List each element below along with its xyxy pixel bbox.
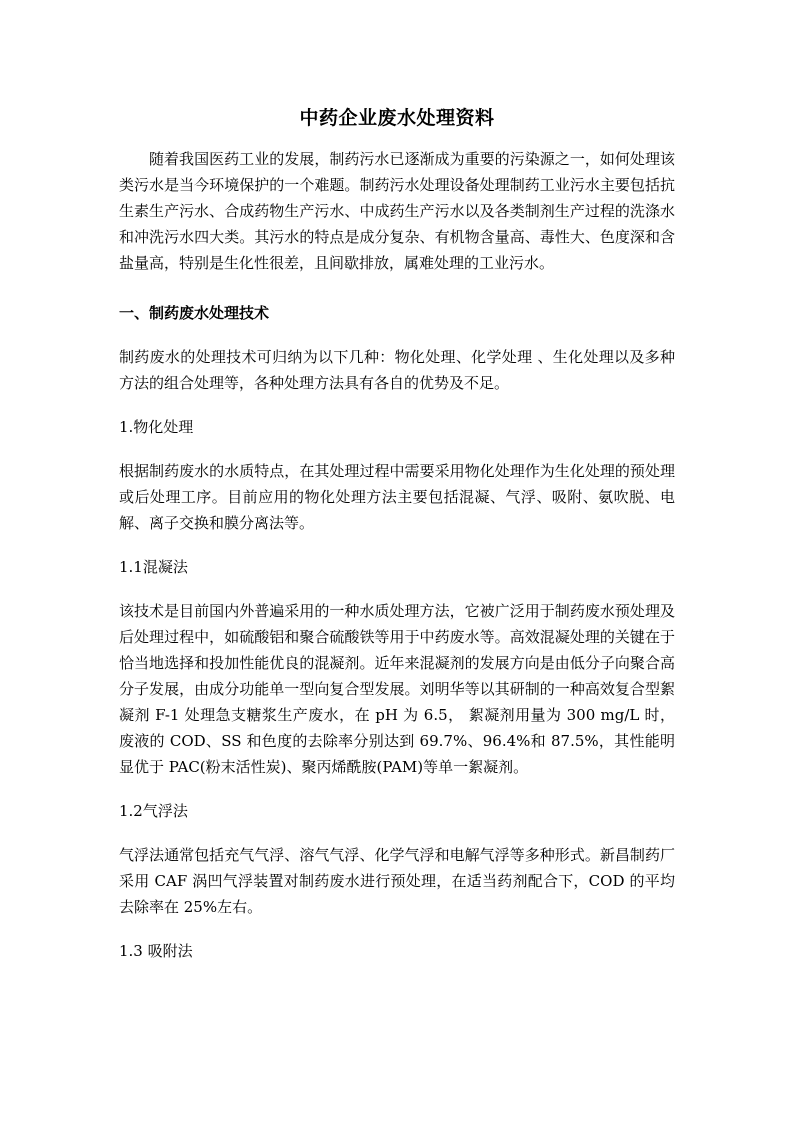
section-1-paragraph: 制药废水的处理技术可归纳为以下几种：物化处理、化学处理 、生化处理以及多种方法的组合处理等，各种处理方法具有各自的优势及不足。 <box>119 348 675 392</box>
subheading-1-3: 1.3 吸附法 <box>119 942 193 960</box>
document-body <box>119 104 675 964</box>
subheading-1: 1.物化处理 <box>119 418 194 436</box>
document-title: 中药企业废水处理资料 <box>299 107 495 129</box>
spacer <box>119 396 675 414</box>
spacer <box>119 824 675 842</box>
intro-paragraph: 随着我国医药工业的发展，制药污水已逐渐成为重要的污染源之一，如何处理该类污水是当今环境保护的一个难题。制药污水处理设备处理制药工业污水主要包括抗生素生产污水、合成药物生产污水、中成药生产污水以及各类制剂生产过程的洗涤水和冲洗污水四大类。其污水的特点是成分复杂、有机物含量高、毒性大、色度深和含盐量高，特别是生化性很差，且间歇排放，属难处理的工业污水。 <box>119 150 675 272</box>
spacer <box>119 326 675 344</box>
subsection-1-2-paragraph: 气浮法通常包括充气气浮、溶气气浮、化学气浮和电解气浮等多种形式。新昌制药厂采用 CAF 涡凹气浮装置对制药废水进行预处理，在适当药剂配合下，COD 的平均去除率在 25%左右。 <box>119 846 675 916</box>
section-heading-1: 一、制药废水处理技术 <box>119 304 270 322</box>
subsection-1-1-paragraph: 该技术是目前国内外普遍采用的一种水质处理方法，它被广泛用于制药废水预处理及后处理过程中，如硫酸铝和聚合硫酸铁等用于中药废水等。高效混凝处理的关键在于恰当地选择和投加性能优良的混凝剂。近年来混凝剂的发展方向是由低分子向聚合高分子发展，由成分功能单一型向复合型发展。刘明华等以其研制的一种高效复合型絮凝剂 F-1 处理急支糖浆生产废水，在 pH 为 6.5， 絮凝剂用量为 300 mg/L 时，废液的 COD、SS 和色度的去除率分别达到 69.7%、96.4%和 87.5%，其性能明显优于 PAC(粉末活性炭)、聚丙烯酰胺(PAM)等单一絮凝剂。 <box>119 602 675 776</box>
spacer <box>119 920 675 938</box>
subheading-1-1: 1.1混凝法 <box>119 558 188 576</box>
spacer <box>119 440 675 458</box>
spacer <box>119 580 675 598</box>
spacer <box>119 276 675 300</box>
spacer <box>119 780 675 798</box>
subsection-1-paragraph: 根据制药废水的水质特点，在其处理过程中需要采用物化处理作为生化处理的预处理或后处理工序。目前应用的物化处理方法主要包括混凝、气浮、吸附、氨吹脱、电解、离子交换和膜分离法等。 <box>119 462 675 532</box>
subheading-1-2: 1.2气浮法 <box>119 802 188 820</box>
spacer <box>119 536 675 554</box>
